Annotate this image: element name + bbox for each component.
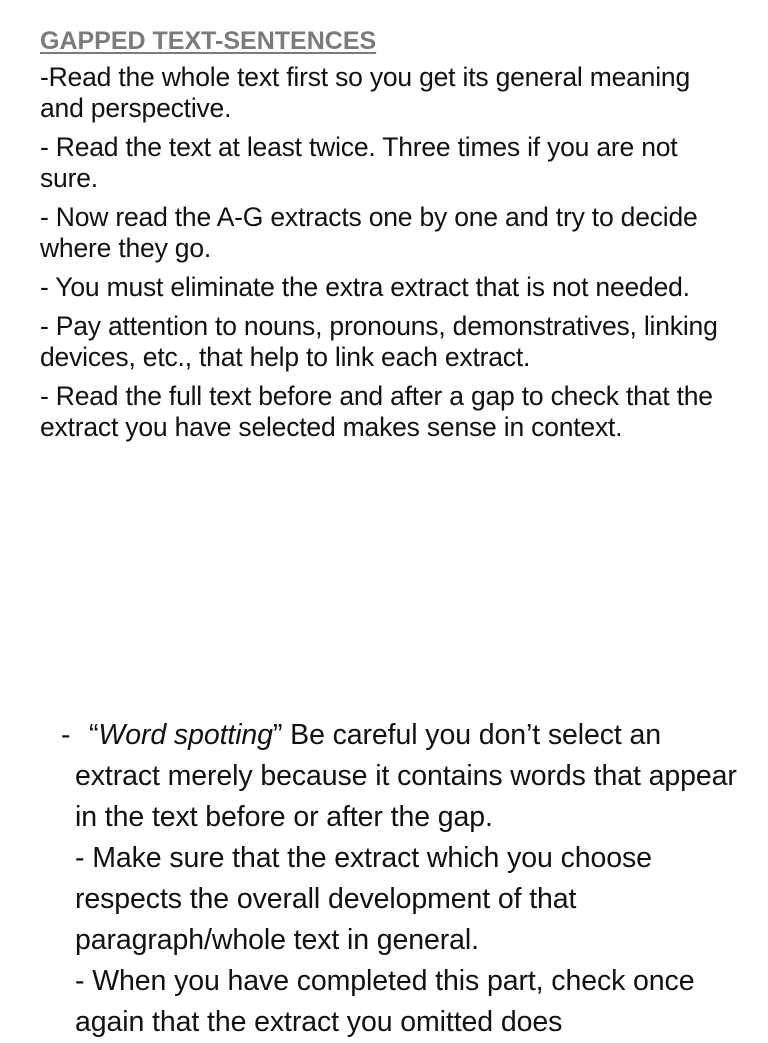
- slide-bottom: [61, 715, 741, 1043]
- tip-item: - Make sure that the extract which you choose respects the overall development of that paragraph/whole text in general.: [75, 842, 652, 956]
- tip-item: - When you have completed this part, check once again that the extract you omitted does: [75, 965, 695, 1038]
- bullet-dash: -: [61, 719, 71, 751]
- page-title: GAPPED TEXT-SENTENCES: [40, 27, 377, 55]
- close-quote: ”: [272, 719, 283, 751]
- tip-item: - Now read the A-G extracts one by one and try to decide where they go.: [40, 202, 698, 263]
- word-spotting-term: Word spotting: [98, 719, 273, 751]
- slide-top: [40, 26, 740, 451]
- tip-item: -Read the whole text first so you get its general meaning and perspective.: [40, 62, 690, 123]
- word-spotting-text: Be careful you don’t select an extract merely because it contains words that appear in the text before or after the gap.: [75, 719, 737, 833]
- open-quote: “: [89, 719, 99, 751]
- word-spotting-tip: [61, 715, 741, 838]
- tip-item: - Read the text at least twice. Three times if you are not sure.: [40, 132, 678, 193]
- tip-item: - You must eliminate the extra extract that is not needed.: [40, 272, 690, 302]
- tip-item: - Read the full text before and after a gap to check that the extract you have selected makes sense in context.: [40, 381, 713, 442]
- tip-item: - Pay attention to nouns, pronouns, demonstratives, linking devices, etc., that help to link each extract.: [40, 311, 718, 372]
